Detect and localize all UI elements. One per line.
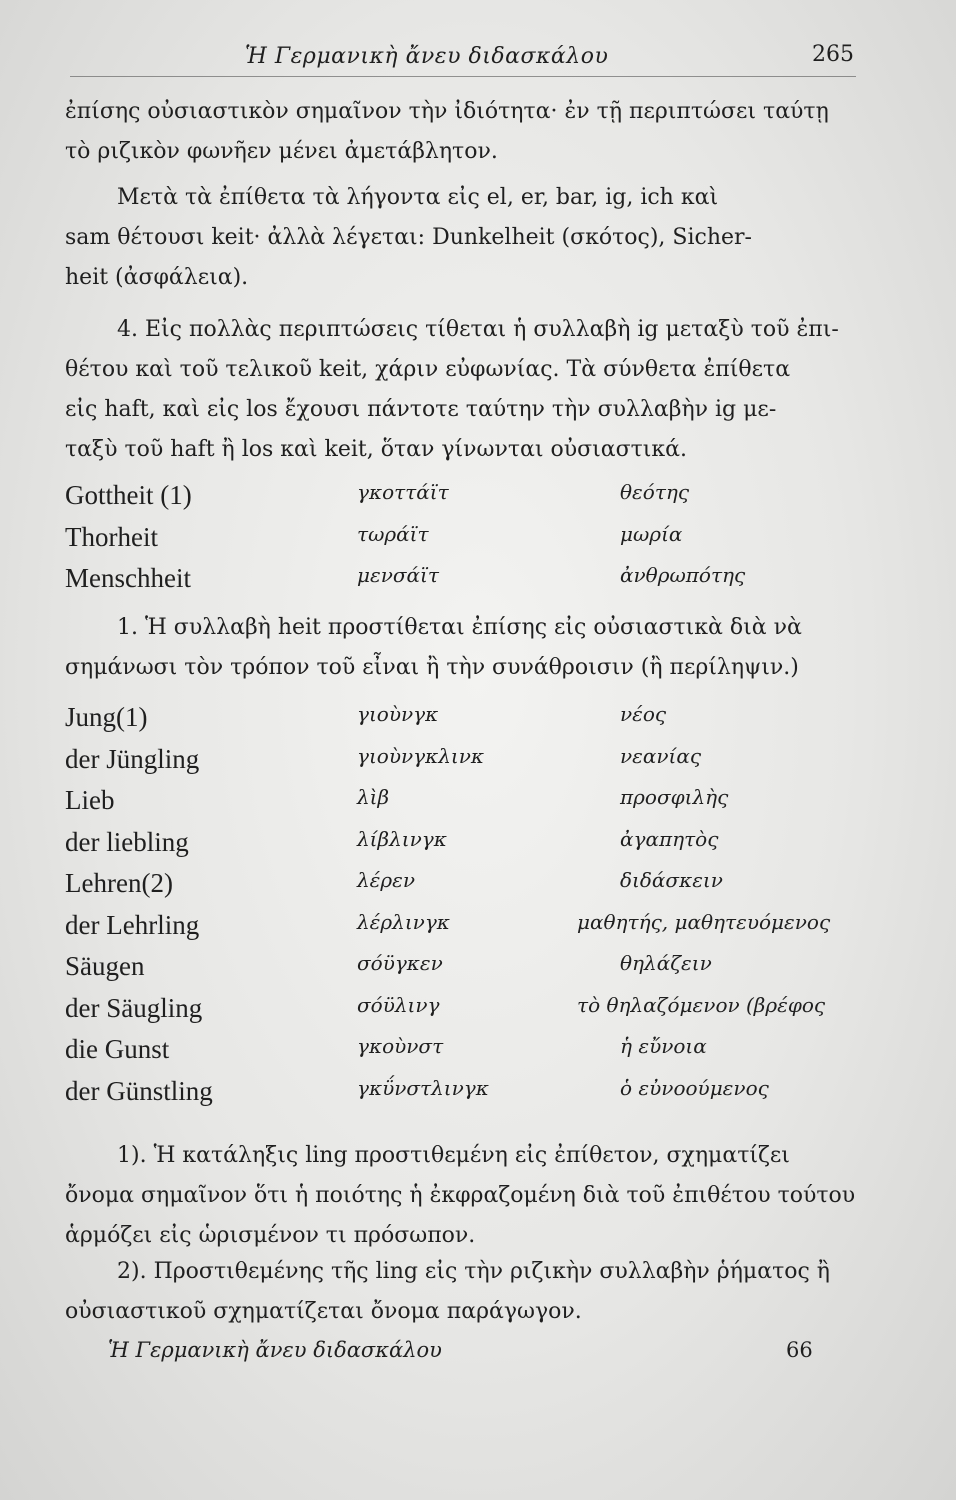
greek-meaning: ἀγαπητὸς — [620, 826, 719, 851]
pronunciation: γκΰνστλινγκ — [357, 1075, 489, 1100]
table-row — [65, 480, 865, 522]
table-row — [65, 563, 865, 605]
text-line: 1). Ἡ κατάληξις ling προστιθεμένη εἰς ἐπίθετον, σχηματίζει — [117, 1143, 790, 1168]
pronunciation: τωράϊτ — [357, 521, 429, 546]
german-word: der Jüngling — [65, 743, 200, 774]
greek-meaning: θεότης — [620, 480, 690, 504]
greek-meaning: μαθητής, μαθητευόμενος — [577, 909, 831, 934]
paragraph-4 — [65, 310, 856, 470]
table-row — [65, 951, 865, 993]
vocab-table-ling — [65, 702, 865, 1117]
footnote-1 — [65, 1136, 856, 1256]
greek-meaning: νέος — [620, 702, 667, 726]
paragraph-meta — [65, 178, 856, 298]
note-1 — [65, 608, 856, 688]
german-word: der liebling — [65, 826, 189, 857]
table-row — [65, 1034, 865, 1076]
greek-meaning: ἡ εὔνοια — [620, 1034, 707, 1058]
pronunciation: μενσάϊτ — [357, 563, 439, 587]
page-number: 265 — [812, 42, 854, 67]
greek-meaning: θηλάζειν — [620, 951, 712, 975]
table-row — [65, 1076, 865, 1118]
german-word: die Gunst — [65, 1034, 170, 1064]
text-line: Μετὰ τὰ ἐπίθετα τὰ λήγοντα εἰς el, er, bar, ig, ich καὶ — [117, 185, 719, 210]
greek-meaning: μωρία — [620, 521, 683, 546]
german-word: der Lehrling — [65, 909, 200, 940]
signature-mark: 66 — [786, 1338, 813, 1362]
german-word: Thorheit — [65, 521, 158, 552]
pronunciation: σόϋλινγ — [357, 992, 440, 1017]
text-line: εἰς haft, καὶ εἰς los ἔχουσι πάντοτε ταύτην τὴν συλλαβὴν ig με- — [65, 397, 777, 422]
table-row — [65, 785, 865, 827]
table-row — [65, 993, 865, 1035]
text-line: ἐπίσης οὐσιαστικὸν σημαῖνον τὴν ἰδιότητα· ἐν τῇ περιπτώσει ταύτῃ — [65, 99, 829, 124]
text-line: ἁρμόζει εἰς ὡρισμένον τι πρόσωπον. — [65, 1223, 476, 1248]
footer-title: Ἡ Γερμανικὴ ἄνευ διδασκάλου — [108, 1338, 442, 1362]
pronunciation: λὶβ — [357, 785, 390, 809]
running-title: Ἡ Γερμανικὴ ἄνευ διδασκάλου — [245, 44, 609, 69]
pronunciation: λέρλινγκ — [357, 909, 450, 934]
greek-meaning: ὁ εὐνοούμενος — [620, 1075, 769, 1100]
german-word: Jung(1) — [65, 702, 148, 732]
pronunciation: σόϋγκεν — [357, 951, 443, 975]
german-word: Gottheit (1) — [65, 480, 192, 510]
intro-paragraph — [65, 92, 856, 172]
table-row — [65, 827, 865, 869]
text-line: θέτου καὶ τοῦ τελικοῦ keit, χάριν εὐφωνίας. Τὰ σύνθετα ἐπίθετα — [65, 357, 791, 382]
text-line: τὸ ριζικὸν φωνῆεν μένει ἀμετάβλητον. — [65, 139, 498, 164]
header-rule — [70, 76, 856, 77]
table-row — [65, 868, 865, 910]
signature-footer — [0, 1338, 956, 1378]
pronunciation: γκοττάϊτ — [357, 480, 449, 504]
pronunciation: γκοὺνστ — [357, 1034, 444, 1058]
table-row — [65, 744, 865, 786]
greek-meaning: διδάσκειν — [620, 868, 723, 892]
german-word: Lehren(2) — [65, 868, 173, 898]
pronunciation: γιοὺνγκ — [357, 702, 439, 726]
running-header — [0, 38, 956, 78]
text-line: 2). Προστιθεμένης τῆς ling εἰς τὴν ριζικὴν συλλαβὴν ῥήματος ἢ — [117, 1259, 830, 1284]
footnote-2 — [65, 1252, 856, 1332]
german-word: Säugen — [65, 951, 145, 981]
greek-meaning: τὸ θηλαζόμενον (βρέφος — [577, 992, 826, 1017]
text-line: 1. Ἡ συλλαβὴ heit προστίθεται ἐπίσης εἰς οὐσιαστικὰ διὰ νὰ — [117, 615, 802, 640]
greek-meaning: προσφιλὴς — [620, 785, 729, 809]
german-word: Menschheit — [65, 563, 191, 593]
text-line: ὄνομα σημαῖνον ὅτι ἡ ποιότης ἡ ἐκφραζομένη διὰ τοῦ ἐπιθέτου τούτου — [65, 1183, 856, 1208]
table-row — [65, 522, 865, 564]
text-line: sam θέτουσι keit· ἀλλὰ λέγεται: Dunkelheit (σκότος), Sicher- — [65, 225, 752, 250]
table-row — [65, 702, 865, 744]
pronunciation: λέρεν — [357, 868, 416, 892]
pronunciation: λίβλινγκ — [357, 826, 447, 851]
pronunciation: γιοὺνγκλινκ — [357, 743, 485, 768]
text-line: σημάνωσι τὸν τρόπον τοῦ εἶναι ἢ τὴν συνάθροισιν (ἢ περίληψιν.) — [65, 655, 799, 680]
table-row — [65, 910, 865, 952]
text-line: 4. Εἰς πολλὰς περιπτώσεις τίθεται ἡ συλλαβὴ ig μεταξὺ τοῦ ἐπι- — [117, 317, 839, 342]
german-word: der Günstling — [65, 1075, 213, 1106]
greek-meaning: νεανίας — [620, 743, 702, 768]
text-line: heit (ἀσφάλεια). — [65, 265, 249, 290]
text-line: ταξὺ τοῦ haft ἢ los καὶ keit, ὅταν γίνωνται οὐσιαστικά. — [65, 437, 688, 462]
text-line: οὐσιαστικοῦ σχηματίζεται ὄνομα παράγωγον. — [65, 1299, 582, 1324]
vocab-table-heit — [65, 480, 865, 605]
greek-meaning: ἀνθρωπότης — [620, 563, 746, 587]
german-word: der Säugling — [65, 992, 203, 1023]
german-word: Lieb — [65, 785, 115, 815]
